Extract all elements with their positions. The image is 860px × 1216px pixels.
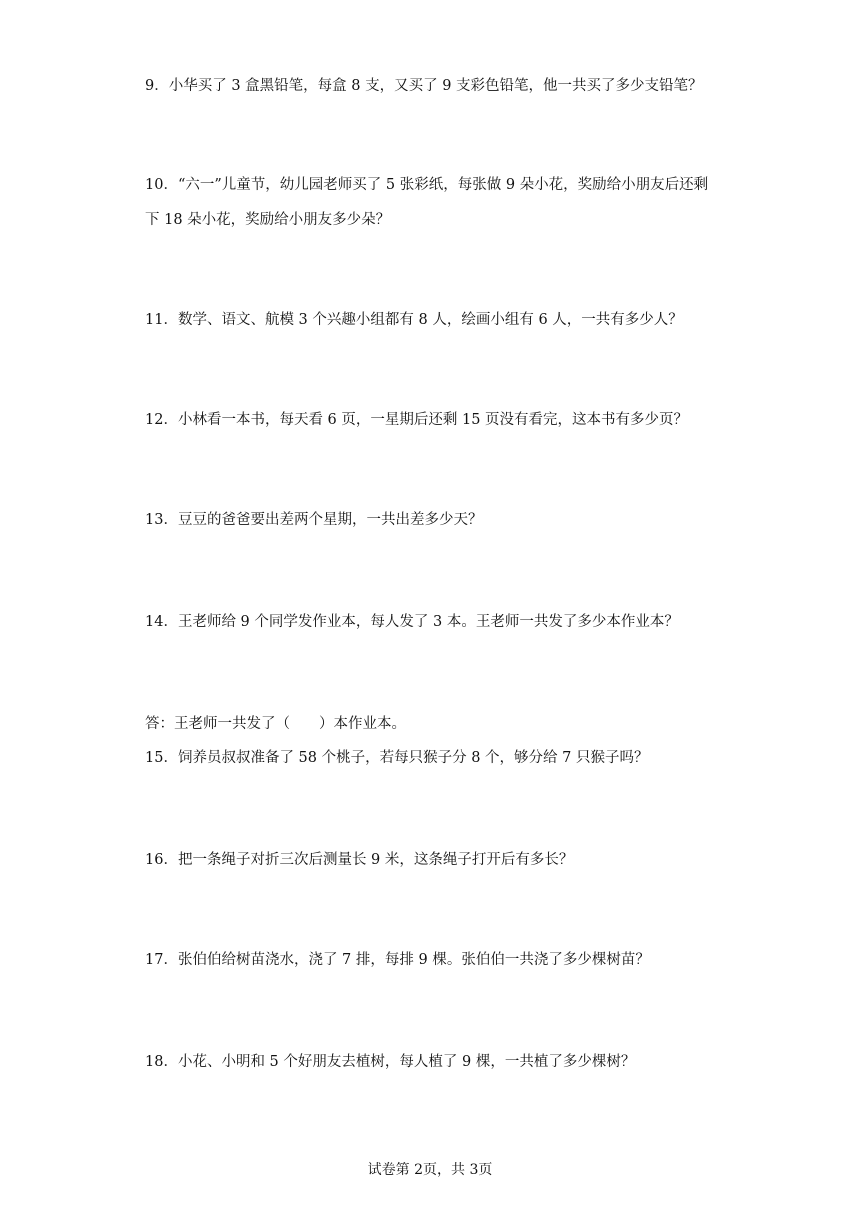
question-13-text: 13．豆豆的爸爸要出差两个星期，一共出差多少天？ bbox=[145, 512, 483, 528]
question-15-text: 15．饲养员叔叔准备了 58 个桃子，若每只猴子分 8 个，够分给 7 只猴子吗？ bbox=[145, 750, 649, 766]
page-footer: 试卷第 2页，共 3页 bbox=[367, 1162, 493, 1178]
question-11-text: 11．数学、语文、航模 3 个兴趣小组都有 8 人，绘画小组有 6 人，一共有多少人？ bbox=[145, 312, 683, 328]
question-14-text: 14．王老师给 9 个同学发作业本，每人发了 3 本。王老师一共发了多少本作业本？ bbox=[145, 614, 679, 630]
question-12-text: 12．小林看一本书，每天看 6 页，一星期后还剩 15 页没有看完，这本书有多少页？ bbox=[145, 412, 689, 428]
question-18-text: 18．小花、小明和 5 个好朋友去植树，每人植了 9 棵，一共植了多少棵树？ bbox=[145, 1054, 636, 1070]
question-14-answer-line: 答：王老师一共发了（ ）本作业本。 bbox=[145, 716, 406, 732]
question-9-text: 9．小华买了 3 盒黑铅笔，每盒 8 支，又买了 9 支彩色铅笔，他一共买了多少支铅笔？ bbox=[145, 78, 703, 94]
question-16-text: 16．把一条绳子对折三次后测量长 9 米，这条绳子打开后有多长？ bbox=[145, 852, 574, 868]
question-17-text: 17．张伯伯给树苗浇水，浇了 7 排，每排 9 棵。张伯伯一共浇了多少棵树苗？ bbox=[145, 952, 650, 968]
question-10-text-continued: 下 18 朵小花，奖励给小朋友多少朵？ bbox=[145, 212, 391, 228]
question-10-text: 10．“六一”儿童节，幼儿园老师买了 5 张彩纸，每张做 9 朵小花，奖励给小朋友后还剩 bbox=[145, 177, 709, 193]
